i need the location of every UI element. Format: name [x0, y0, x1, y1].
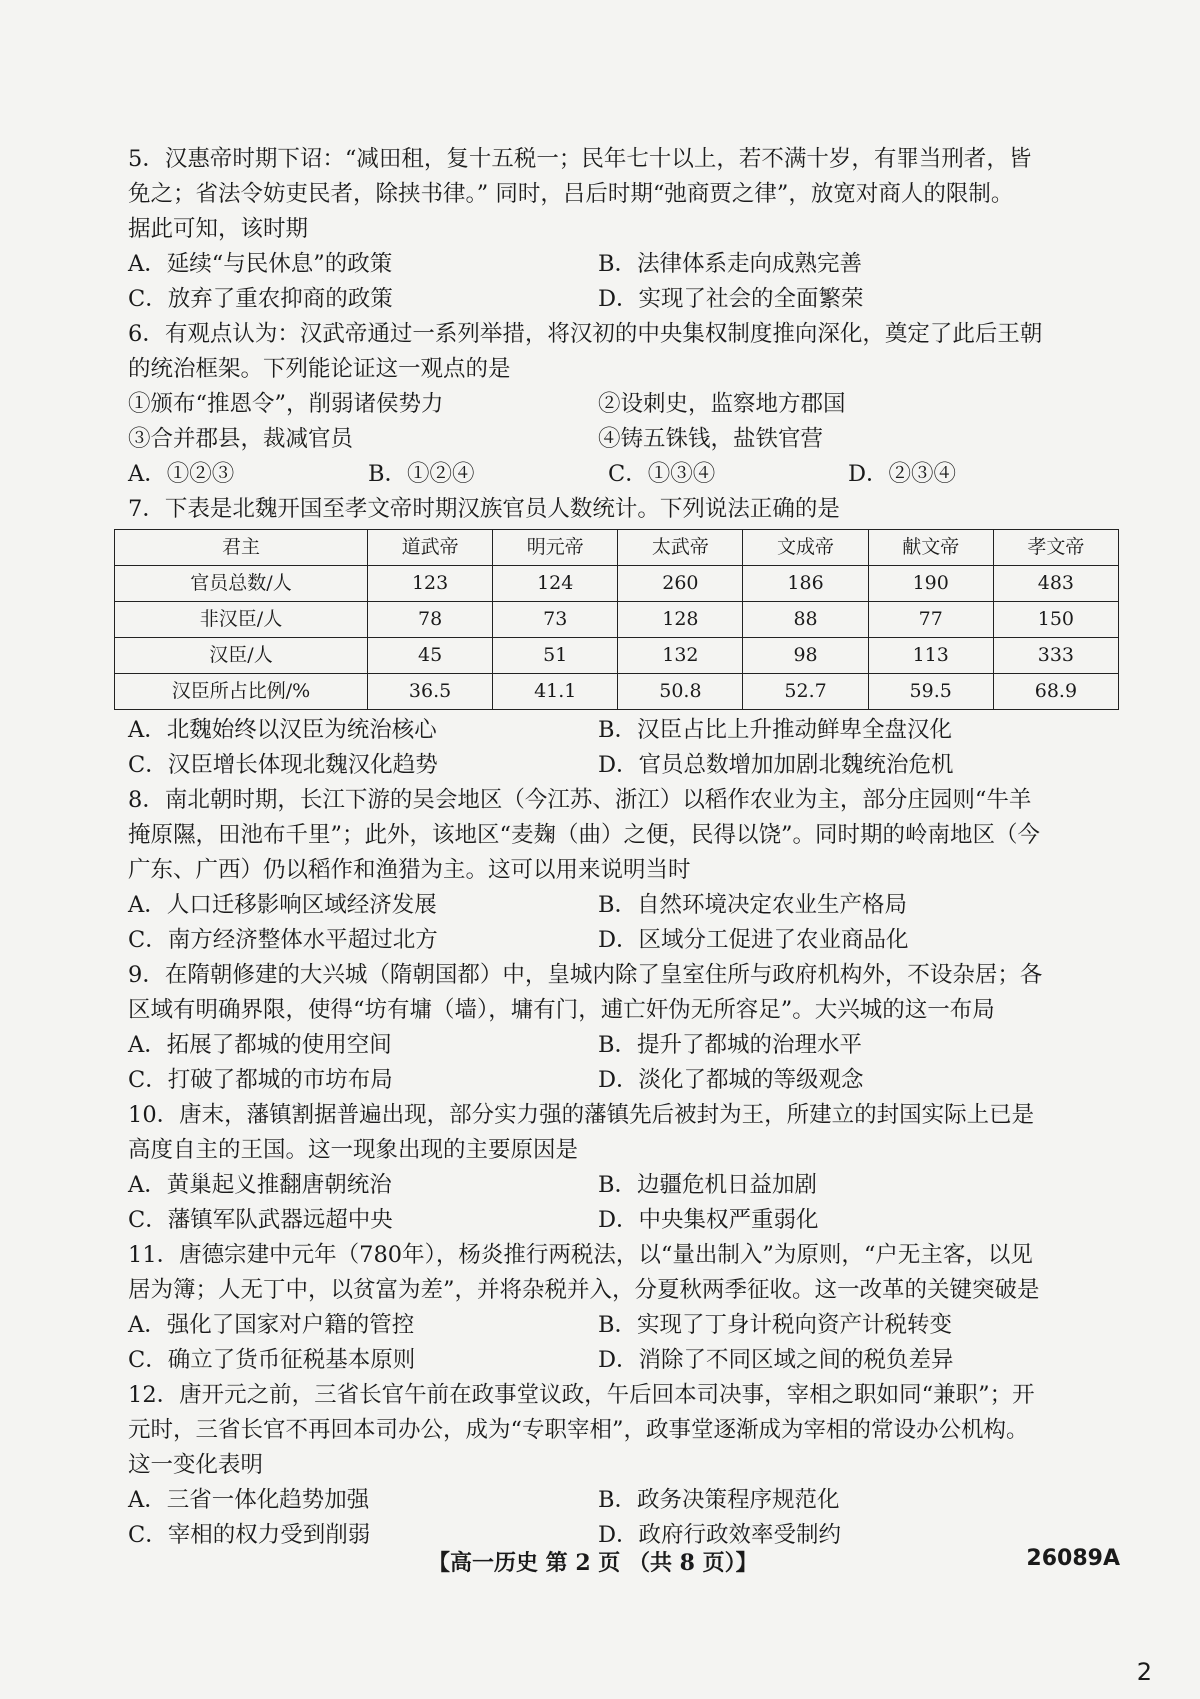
question-stem-line: 10．唐末，藩镇割据普遍出现，部分实力强的藩镇先后被封为王，所建立的封国实际上已是	[128, 1102, 1035, 1128]
question-stem-line: 的统治框架。下列能论证这一观点的是	[128, 356, 511, 382]
table-cell: 132	[618, 638, 743, 674]
footer-title: 【高一历史 第 2 页 （共 8 页）】	[428, 1550, 758, 1576]
official-statistics-table	[114, 529, 1119, 710]
question-stem-line: 免之；省法令妨吏民者，除挟书律。” 同时，吕后时期“弛商贾之律”，放宽对商人的限制。	[128, 181, 1014, 207]
question-stem-line: 8．南北朝时期，长江下游的吴会地区（今江苏、浙江）以稻作农业为主，部分庄园则“牛羊	[128, 787, 1032, 813]
table-cell: 333	[993, 638, 1118, 674]
option-c: C．打破了都城的市坊布局	[128, 1067, 393, 1093]
table-header-cell: 太武帝	[618, 530, 743, 566]
question-10	[128, 1098, 1120, 1238]
table-cell: 150	[993, 602, 1118, 638]
question-6	[128, 317, 1120, 492]
table-cell: 45	[368, 638, 493, 674]
table-row	[115, 638, 1119, 674]
table-cell: 98	[743, 638, 868, 674]
table-row	[115, 602, 1119, 638]
question-11	[128, 1238, 1120, 1378]
option-c: C．放弃了重农抑商的政策	[128, 286, 393, 312]
table-cell: 51	[493, 638, 618, 674]
option-a: A．北魏始终以汉臣为统治核心	[128, 717, 437, 743]
table-header-row	[115, 530, 1119, 566]
question-stem-line: 7．下表是北魏开国至孝文帝时期汉族官员人数统计。下列说法正确的是	[128, 496, 840, 522]
table-header-cell: 献文帝	[868, 530, 993, 566]
option-d: D．政府行政效率受制约	[598, 1522, 842, 1548]
option-b: B．边疆危机日益加剧	[598, 1172, 818, 1198]
table-cell: 260	[618, 566, 743, 602]
question-8	[128, 783, 1120, 958]
option-a: A．①②③	[128, 461, 235, 487]
option-a: A．延续“与民休息”的政策	[128, 251, 393, 277]
question-stem-line: 据此可知，该时期	[128, 216, 309, 242]
table-cell: 186	[743, 566, 868, 602]
table-header-cell: 明元帝	[493, 530, 618, 566]
option-c: C．①③④	[608, 461, 716, 487]
table-cell: 124	[493, 566, 618, 602]
option-b: B．政务决策程序规范化	[598, 1487, 840, 1513]
option-c: C．汉臣增长体现北魏汉化趋势	[128, 752, 438, 778]
option-d: D．消除了不同区域之间的税负差异	[598, 1347, 954, 1373]
table-cell: 59.5	[868, 674, 993, 710]
option-b: B．法律体系走向成熟完善	[598, 251, 863, 277]
exam-code: 26089A	[1026, 1546, 1120, 1571]
option-d: D．淡化了都城的等级观念	[598, 1067, 864, 1093]
option-b: B．汉臣占比上升推动鲜卑全盘汉化	[598, 717, 953, 743]
question-stem-line: 广东、广西）仍以稻作和渔猎为主。这可以用来说明当时	[128, 857, 691, 883]
page-footer	[128, 1546, 1120, 1582]
question-stem-line: 元时，三省长官不再回本司办公，成为“专职宰相”，政事堂逐渐成为宰相的常设办公机构。	[128, 1417, 1029, 1443]
statement-2: ②设刺史，监察地方郡国	[598, 391, 846, 417]
option-c: C．藩镇军队武器远超中央	[128, 1207, 393, 1233]
statement-4: ④铸五铢钱，盐铁官营	[598, 426, 824, 452]
option-b: B．实现了丁身计税向资产计税转变	[598, 1312, 953, 1338]
table-row	[115, 566, 1119, 602]
question-stem-line: 11．唐德宗建中元年（780年），杨炎推行两税法，以“量出制入”为原则，“户无主客，以见	[128, 1242, 1033, 1268]
table-cell: 78	[368, 602, 493, 638]
option-c: C．南方经济整体水平超过北方	[128, 927, 438, 953]
table-cell: 50.8	[618, 674, 743, 710]
table-header-cell: 文成帝	[743, 530, 868, 566]
question-stem-line: 高度自主的王国。这一现象出现的主要原因是	[128, 1137, 579, 1163]
option-d: D．中央集权严重弱化	[598, 1207, 819, 1233]
table-header-cell: 孝文帝	[993, 530, 1118, 566]
option-d: D．②③④	[848, 461, 957, 487]
table-cell: 41.1	[493, 674, 618, 710]
option-a: A．拓展了都城的使用空间	[128, 1032, 392, 1058]
option-b: B．自然环境决定农业生产格局	[598, 892, 908, 918]
table-cell: 113	[868, 638, 993, 674]
option-a: A．黄巢起义推翻唐朝统治	[128, 1172, 392, 1198]
option-a: A．人口迁移影响区域经济发展	[128, 892, 437, 918]
option-d: D．实现了社会的全面繁荣	[598, 286, 864, 312]
question-stem-line: 5．汉惠帝时期下诏：“减田租，复十五税一；民年七十以上，若不满十岁，有罪当刑者，皆	[128, 146, 1032, 172]
table-cell: 483	[993, 566, 1118, 602]
table-cell: 非汉臣/人	[115, 602, 368, 638]
statement-3: ③合并郡县，裁减官员	[128, 426, 354, 452]
table-cell: 73	[493, 602, 618, 638]
question-stem-line: 这一变化表明	[128, 1452, 264, 1478]
question-stem-line: 6．有观点认为：汉武帝通过一系列举措，将汉初的中央集权制度推向深化，奠定了此后王朝	[128, 321, 1043, 347]
table-row	[115, 674, 1119, 710]
table-cell: 128	[618, 602, 743, 638]
question-5	[128, 142, 1120, 317]
option-a: A．三省一体化趋势加强	[128, 1487, 370, 1513]
question-stem-line: 12．唐开元之前，三省长官午前在政事堂议政，午后回本司决事，宰相之职如同“兼职”；开	[128, 1382, 1035, 1408]
question-stem-line: 居为簿；人无丁中，以贫富为差”，并将杂税并入，分夏秋两季征收。这一改革的关键突破是	[128, 1277, 1040, 1303]
page-number: 2	[1136, 1658, 1152, 1686]
question-12	[128, 1378, 1120, 1553]
table-header-cell: 君主	[115, 530, 368, 566]
table-header-cell: 道武帝	[368, 530, 493, 566]
question-7	[128, 492, 1120, 783]
option-c: C．确立了货币征税基本原则	[128, 1347, 416, 1373]
option-d: D．官员总数增加加剧北魏统治危机	[598, 752, 954, 778]
question-stem-line: 掩原隰，田池布千里”；此外，该地区“麦麹（曲）之便，民得以饶”。同时期的岭南地区（今	[128, 822, 1041, 848]
statement-1: ①颁布“推恩令”，削弱诸侯势力	[128, 391, 444, 417]
table-cell: 68.9	[993, 674, 1118, 710]
table-cell: 官员总数/人	[115, 566, 368, 602]
exam-page	[128, 142, 1120, 1553]
question-stem-line: 9．在隋朝修建的大兴城（隋朝国都）中，皇城内除了皇室住所与政府机构外，不设杂居；各	[128, 962, 1043, 988]
table-cell: 汉臣/人	[115, 638, 368, 674]
option-d: D．区域分工促进了农业商品化	[598, 927, 909, 953]
question-stem-line: 区域有明确界限，使得“坊有墉（墙），墉有门，逋亡奸伪无所容足”。大兴城的这一布局	[128, 997, 995, 1023]
table-cell: 123	[368, 566, 493, 602]
table-cell: 52.7	[743, 674, 868, 710]
option-a: A．强化了国家对户籍的管控	[128, 1312, 415, 1338]
option-c: C．宰相的权力受到削弱	[128, 1522, 371, 1548]
table-cell: 190	[868, 566, 993, 602]
table-cell: 88	[743, 602, 868, 638]
table-cell: 77	[868, 602, 993, 638]
table-cell: 36.5	[368, 674, 493, 710]
option-b: B．提升了都城的治理水平	[598, 1032, 863, 1058]
table-cell: 汉臣所占比例/%	[115, 674, 368, 710]
option-b: B．①②④	[368, 461, 475, 487]
question-9	[128, 958, 1120, 1098]
